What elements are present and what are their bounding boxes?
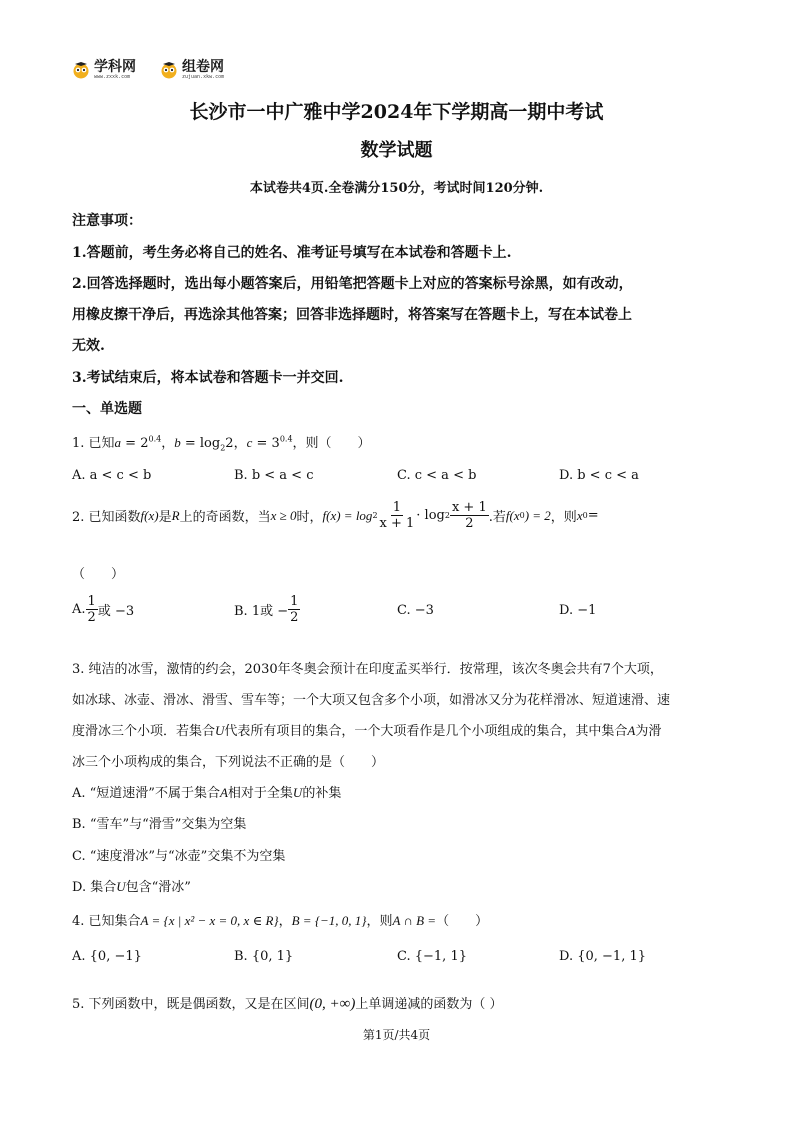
- q2-option-b[interactable]: B. 1或 − $\frac{1}{2}$: [234, 594, 299, 625]
- q1-option-d[interactable]: D. b < c < a: [559, 468, 639, 483]
- q4-option-a[interactable]: A. {0, −1}: [72, 949, 142, 964]
- q4-option-c[interactable]: C. {−1, 1}: [397, 949, 467, 964]
- q3-line-2: 如冰球、冰壶、滑冰、滑雪、雪车等；一个大项又包含多个小项，如滑冰又分为花样滑冰、短道速滑、速: [72, 693, 671, 708]
- page-subtitle: 数学试题: [360, 140, 433, 161]
- question-2: 2. 已知函数 f(x) 是 R 上的奇函数，当 x ≥ 0 时， f(x) = log 2 $\frac{1}{x + 1}$ · log 2 $\frac{x + 1}{2}$ .若 f(x 0 ) = 2 ，则 x 0 =: [72, 500, 599, 531]
- page-footer: 第1页/共4页: [362, 1028, 431, 1042]
- q2-option-c[interactable]: C. −3: [397, 603, 434, 618]
- note-2-line2: 用橡皮擦干净后，再选涂其他答案；回答非选择题时，将答案写在答题卡上，写在本试卷上: [72, 307, 632, 323]
- question-1: 1. 已知$a = 2^{0.4}$，$b = \log_22$，$c = 3^{0.4}$，则（ ）: [72, 434, 371, 453]
- q2-option-d[interactable]: D. −1: [559, 603, 597, 618]
- fraction: $\frac{1}{2}$: [290, 594, 299, 625]
- xueke-name: 学科网: [94, 59, 136, 75]
- zujuan-logo: [160, 60, 224, 80]
- exam-info: 本试卷共4页.全卷满分150分，考试时间120分钟.: [249, 181, 544, 196]
- q3-option-c[interactable]: C. “速度滑冰”与“冰壶”交集不为空集: [72, 849, 286, 864]
- q3-option-d[interactable]: D. 集合U包含“滑冰”: [72, 879, 191, 895]
- q3-option-a[interactable]: A. “短道速滑”不属于集合A相对于全集U的补集: [72, 785, 342, 801]
- note-1: 1.答题前，考生务必将自己的姓名、准考证号填写在本试卷和答题卡上.: [72, 245, 512, 261]
- q1-option-c[interactable]: C. c < a < b: [397, 468, 477, 483]
- note-2-line3: 无效.: [72, 338, 105, 354]
- note-2-line1: 2.回答选择题时，选出每小题答案后，用铅笔把答题卡上对应的答案标号涂黑，如有改动，: [72, 276, 633, 292]
- zujuan-name: 组卷网: [182, 59, 224, 75]
- q3-line-1: 3. 纯洁的冰雪，激情的约会，2030年冬奥会预计在印度孟买举行．按常理，该次冬奥会共有7个大项，: [72, 662, 663, 677]
- question-5: 5. 下列函数中，既是偶函数，又是在区间(0, +∞)上单调递减的函数为（ ）: [72, 996, 503, 1012]
- notes-heading: 注意事项：: [72, 213, 142, 229]
- note-3: 3.考试结束后，将本试卷和答题卡一并交回.: [72, 370, 344, 386]
- q3-option-b[interactable]: B. “雪车”与“滑雪”交集为空集: [72, 817, 247, 832]
- xueke-logo: [72, 60, 136, 80]
- section-heading: 一、单选题: [72, 401, 142, 417]
- q3-line-3: 度滑冰三个小项．若集合U代表所有项目的集合，一个大项看作是几个小项组成的集合，其中集合A为滑: [72, 723, 662, 739]
- q1-option-b[interactable]: B. b < a < c: [234, 468, 314, 483]
- fraction: $\frac{1}{x + 1}$: [379, 500, 415, 531]
- q2-option-a[interactable]: A. $\frac{1}{2}$ 或 −3: [72, 594, 135, 625]
- fraction: $\frac{1}{2}$: [87, 594, 96, 625]
- q3-line-4: 冰三个小项构成的集合，下列说法不正确的是（ ）: [72, 755, 385, 770]
- q4-option-d[interactable]: D. {0, −1, 1}: [559, 949, 647, 964]
- q2-answer-paren: （ ）: [72, 567, 125, 582]
- question-4: 4. 已知集合A = {x | x² − x = 0, x ∈ R}，B = {−1, 0, 1}，则A ∩ B =（ ）: [72, 913, 489, 929]
- zujuan-url: zujuan.xkw.com: [182, 74, 225, 80]
- page-title: 长沙市一中广雅中学2024年下学期高一期中考试: [189, 101, 604, 123]
- owl-logo-icon: [72, 61, 90, 79]
- owl-logo-icon: [160, 61, 178, 79]
- xueke-url: www.zxxk.com: [94, 74, 131, 80]
- q4-option-b[interactable]: B. {0, 1}: [234, 949, 294, 964]
- q1-option-a[interactable]: A. a < c < b: [72, 468, 152, 483]
- fraction: $\frac{x + 1}{2}$: [451, 500, 487, 531]
